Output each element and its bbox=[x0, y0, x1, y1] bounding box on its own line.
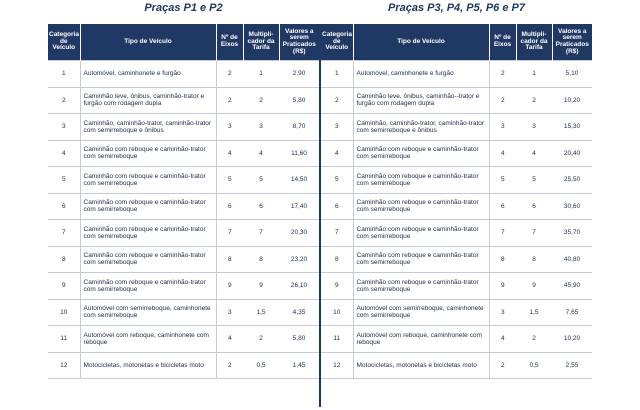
axles-cell: 8 bbox=[489, 246, 516, 273]
value-cell: 11,60 bbox=[279, 140, 319, 167]
table-row bbox=[321, 273, 592, 300]
multiplier-cell: 2 bbox=[516, 87, 552, 114]
category-cell: 1 bbox=[48, 61, 80, 88]
category-cell: 2 bbox=[48, 87, 80, 114]
vehicle-type-cell: Automóvel, caminhonete e furgão bbox=[353, 61, 489, 88]
vehicle-type-cell: Automóvel com semirreboque, caminhonete com semirreboque bbox=[353, 299, 489, 326]
panel-title-right: Praças P3, P4, P5, P6 e P7 bbox=[388, 2, 525, 14]
table-row bbox=[48, 352, 319, 379]
multiplier-cell: 5 bbox=[516, 167, 552, 194]
value-cell: 45,90 bbox=[552, 273, 592, 300]
table-row bbox=[48, 326, 319, 353]
category-cell: 8 bbox=[321, 246, 353, 273]
value-cell: 25,50 bbox=[552, 167, 592, 194]
multiplier-cell: 0,5 bbox=[243, 352, 279, 379]
vehicle-type-cell: Caminhão, caminhão-trator, caminhão-trator com semirreboque e ônibus bbox=[80, 114, 216, 141]
header-axles: Nº de Eixos bbox=[216, 24, 243, 61]
header-value: Valores a serem Praticados (R$) bbox=[552, 24, 592, 61]
table-body bbox=[48, 61, 319, 379]
vehicle-type-cell: Caminhão com reboque e caminhão-trator com semirreboque bbox=[353, 246, 489, 273]
multiplier-cell: 8 bbox=[243, 246, 279, 273]
value-cell: 5,80 bbox=[279, 87, 319, 114]
table-row bbox=[321, 114, 592, 141]
table-body bbox=[321, 61, 592, 379]
axles-cell: 2 bbox=[216, 61, 243, 88]
axles-cell: 4 bbox=[489, 140, 516, 167]
axles-cell: 5 bbox=[216, 167, 243, 194]
table-row bbox=[321, 246, 592, 273]
multiplier-cell: 9 bbox=[243, 273, 279, 300]
axles-cell: 4 bbox=[489, 326, 516, 353]
multiplier-cell: 1,5 bbox=[516, 299, 552, 326]
toll-table-right bbox=[321, 24, 592, 379]
header-vehicle-type: Tipo de Veículo bbox=[80, 24, 216, 61]
value-cell: 5,80 bbox=[279, 326, 319, 353]
table-row bbox=[48, 167, 319, 194]
vehicle-type-cell: Motocicletas, motonetas e bicicletas moto bbox=[353, 352, 489, 379]
multiplier-cell: 1 bbox=[243, 61, 279, 88]
category-cell: 11 bbox=[321, 326, 353, 353]
table-row bbox=[321, 61, 592, 88]
value-cell: 23,20 bbox=[279, 246, 319, 273]
vehicle-type-cell: Caminhão com reboque e caminhão-trator com semirreboque bbox=[80, 220, 216, 247]
value-cell: 14,50 bbox=[279, 167, 319, 194]
vehicle-type-cell: Caminhão com reboque e caminhão-trator com semirreboque bbox=[353, 167, 489, 194]
value-cell: 2,55 bbox=[552, 352, 592, 379]
multiplier-cell: 0,5 bbox=[516, 352, 552, 379]
multiplier-cell: 3 bbox=[516, 114, 552, 141]
table-header-row bbox=[48, 24, 319, 61]
value-cell: 17,40 bbox=[279, 193, 319, 220]
category-cell: 5 bbox=[321, 167, 353, 194]
table-header-row bbox=[321, 24, 592, 61]
vehicle-type-cell: Caminhão leve, ônibus, caminhão--trator e furgão com rodagem dupla bbox=[353, 87, 489, 114]
toll-table-left bbox=[48, 24, 319, 379]
axles-cell: 4 bbox=[216, 140, 243, 167]
vehicle-type-cell: Automóvel com reboque, caminhonete com reboque bbox=[353, 326, 489, 353]
category-cell: 3 bbox=[48, 114, 80, 141]
category-cell: 10 bbox=[321, 299, 353, 326]
table-row bbox=[48, 114, 319, 141]
value-cell: 15,30 bbox=[552, 114, 592, 141]
header-axles: Nº de Eixos bbox=[489, 24, 516, 61]
value-cell: 4,35 bbox=[279, 299, 319, 326]
table-row bbox=[48, 299, 319, 326]
header-category: Categoria de Veículo bbox=[48, 24, 80, 61]
header-multiplier: Multipli-cador da Tarifa bbox=[243, 24, 279, 61]
category-cell: 5 bbox=[48, 167, 80, 194]
category-cell: 3 bbox=[321, 114, 353, 141]
value-cell: 10,20 bbox=[552, 87, 592, 114]
category-cell: 8 bbox=[48, 246, 80, 273]
value-cell: 8,70 bbox=[279, 114, 319, 141]
vehicle-type-cell: Caminhão com reboque e caminhão-trator com semirreboque bbox=[353, 140, 489, 167]
vehicle-type-cell: Automóvel com semirreboque, caminhonete com semirreboque bbox=[80, 299, 216, 326]
header-category: Categoria de Veículo bbox=[321, 24, 353, 61]
axles-cell: 3 bbox=[489, 299, 516, 326]
multiplier-cell: 1 bbox=[516, 61, 552, 88]
table-row bbox=[48, 220, 319, 247]
vehicle-type-cell: Motocicletas, motonetas e bicicletas moto bbox=[80, 352, 216, 379]
multiplier-cell: 4 bbox=[516, 140, 552, 167]
table-row bbox=[48, 87, 319, 114]
category-cell: 6 bbox=[48, 193, 80, 220]
category-cell: 2 bbox=[321, 87, 353, 114]
vehicle-type-cell: Caminhão com reboque e caminhão-trator com semirreboque bbox=[80, 273, 216, 300]
axles-cell: 5 bbox=[489, 167, 516, 194]
category-cell: 7 bbox=[321, 220, 353, 247]
header-multiplier: Multipli-cador da Tarifa bbox=[516, 24, 552, 61]
value-cell: 7,65 bbox=[552, 299, 592, 326]
multiplier-cell: 9 bbox=[516, 273, 552, 300]
table-row bbox=[48, 193, 319, 220]
multiplier-cell: 3 bbox=[243, 114, 279, 141]
table-row bbox=[321, 167, 592, 194]
category-cell: 4 bbox=[321, 140, 353, 167]
header-vehicle-type: Tipo de Veículo bbox=[353, 24, 489, 61]
vehicle-type-cell: Automóvel com reboque, caminhonete com reboque bbox=[80, 326, 216, 353]
table-row bbox=[321, 220, 592, 247]
value-cell: 20,30 bbox=[279, 220, 319, 247]
table-row bbox=[48, 140, 319, 167]
axles-cell: 3 bbox=[216, 114, 243, 141]
axles-cell: 9 bbox=[489, 273, 516, 300]
multiplier-cell: 4 bbox=[243, 140, 279, 167]
multiplier-cell: 6 bbox=[516, 193, 552, 220]
vehicle-type-cell: Caminhão com reboque e caminhão-trator com semirreboque bbox=[353, 193, 489, 220]
toll-table bbox=[48, 24, 319, 379]
multiplier-cell: 5 bbox=[243, 167, 279, 194]
vehicle-type-cell: Caminhão com reboque e caminhão-trator com semirreboque bbox=[80, 140, 216, 167]
value-cell: 26,10 bbox=[279, 273, 319, 300]
axles-cell: 6 bbox=[216, 193, 243, 220]
value-cell: 40,80 bbox=[552, 246, 592, 273]
category-cell: 12 bbox=[48, 352, 80, 379]
vehicle-type-cell: Caminhão com reboque e caminhão-trator com semirreboque bbox=[80, 246, 216, 273]
multiplier-cell: 2 bbox=[516, 326, 552, 353]
vehicle-type-cell: Automóvel, caminhonete e furgão bbox=[80, 61, 216, 88]
category-cell: 1 bbox=[321, 61, 353, 88]
table-row bbox=[48, 246, 319, 273]
vehicle-type-cell: Caminhão com reboque e caminhão-trator com semirreboque bbox=[353, 220, 489, 247]
value-cell: 10,20 bbox=[552, 326, 592, 353]
multiplier-cell: 7 bbox=[243, 220, 279, 247]
multiplier-cell: 7 bbox=[516, 220, 552, 247]
table-row bbox=[48, 273, 319, 300]
category-cell: 12 bbox=[321, 352, 353, 379]
multiplier-cell: 2 bbox=[243, 87, 279, 114]
axles-cell: 2 bbox=[489, 352, 516, 379]
axles-cell: 2 bbox=[216, 352, 243, 379]
vehicle-type-cell: Caminhão com reboque e caminhão-trator com semirreboque bbox=[80, 193, 216, 220]
value-cell: 35,70 bbox=[552, 220, 592, 247]
value-cell: 5,10 bbox=[552, 61, 592, 88]
category-cell: 10 bbox=[48, 299, 80, 326]
vehicle-type-cell: Caminhão leve, ônibus, caminhão-trator e furgão com rodagem dupla bbox=[80, 87, 216, 114]
category-cell: 6 bbox=[321, 193, 353, 220]
axles-cell: 3 bbox=[216, 299, 243, 326]
axles-cell: 7 bbox=[489, 220, 516, 247]
vehicle-type-cell: Caminhão com reboque e caminhão-trator com semirreboque bbox=[80, 167, 216, 194]
category-cell: 7 bbox=[48, 220, 80, 247]
vehicle-type-cell: Caminhão com reboque e caminhão-trator com semirreboque bbox=[353, 273, 489, 300]
category-cell: 4 bbox=[48, 140, 80, 167]
panel-title-left: Praças P1 e P2 bbox=[144, 2, 223, 14]
table-row bbox=[321, 326, 592, 353]
axles-cell: 2 bbox=[489, 87, 516, 114]
multiplier-cell: 6 bbox=[243, 193, 279, 220]
table-row bbox=[48, 61, 319, 88]
toll-table bbox=[321, 24, 592, 379]
axles-cell: 6 bbox=[489, 193, 516, 220]
axles-cell: 3 bbox=[489, 114, 516, 141]
axles-cell: 7 bbox=[216, 220, 243, 247]
table-row bbox=[321, 193, 592, 220]
header-value: Valores a serem Praticados (R$) bbox=[279, 24, 319, 61]
category-cell: 11 bbox=[48, 326, 80, 353]
table-row bbox=[321, 87, 592, 114]
multiplier-cell: 2 bbox=[243, 326, 279, 353]
axles-cell: 2 bbox=[216, 87, 243, 114]
value-cell: 2,90 bbox=[279, 61, 319, 88]
value-cell: 1,45 bbox=[279, 352, 319, 379]
table-row bbox=[321, 299, 592, 326]
axles-cell: 2 bbox=[489, 61, 516, 88]
vehicle-type-cell: Caminhão, caminhão-trator, caminhão-trator com semirreboque e ônibus bbox=[353, 114, 489, 141]
table-row bbox=[321, 352, 592, 379]
multiplier-cell: 1,5 bbox=[243, 299, 279, 326]
value-cell: 20,40 bbox=[552, 140, 592, 167]
multiplier-cell: 8 bbox=[516, 246, 552, 273]
axles-cell: 9 bbox=[216, 273, 243, 300]
category-cell: 9 bbox=[48, 273, 80, 300]
axles-cell: 8 bbox=[216, 246, 243, 273]
table-row bbox=[321, 140, 592, 167]
axles-cell: 4 bbox=[216, 326, 243, 353]
value-cell: 30,60 bbox=[552, 193, 592, 220]
category-cell: 9 bbox=[321, 273, 353, 300]
